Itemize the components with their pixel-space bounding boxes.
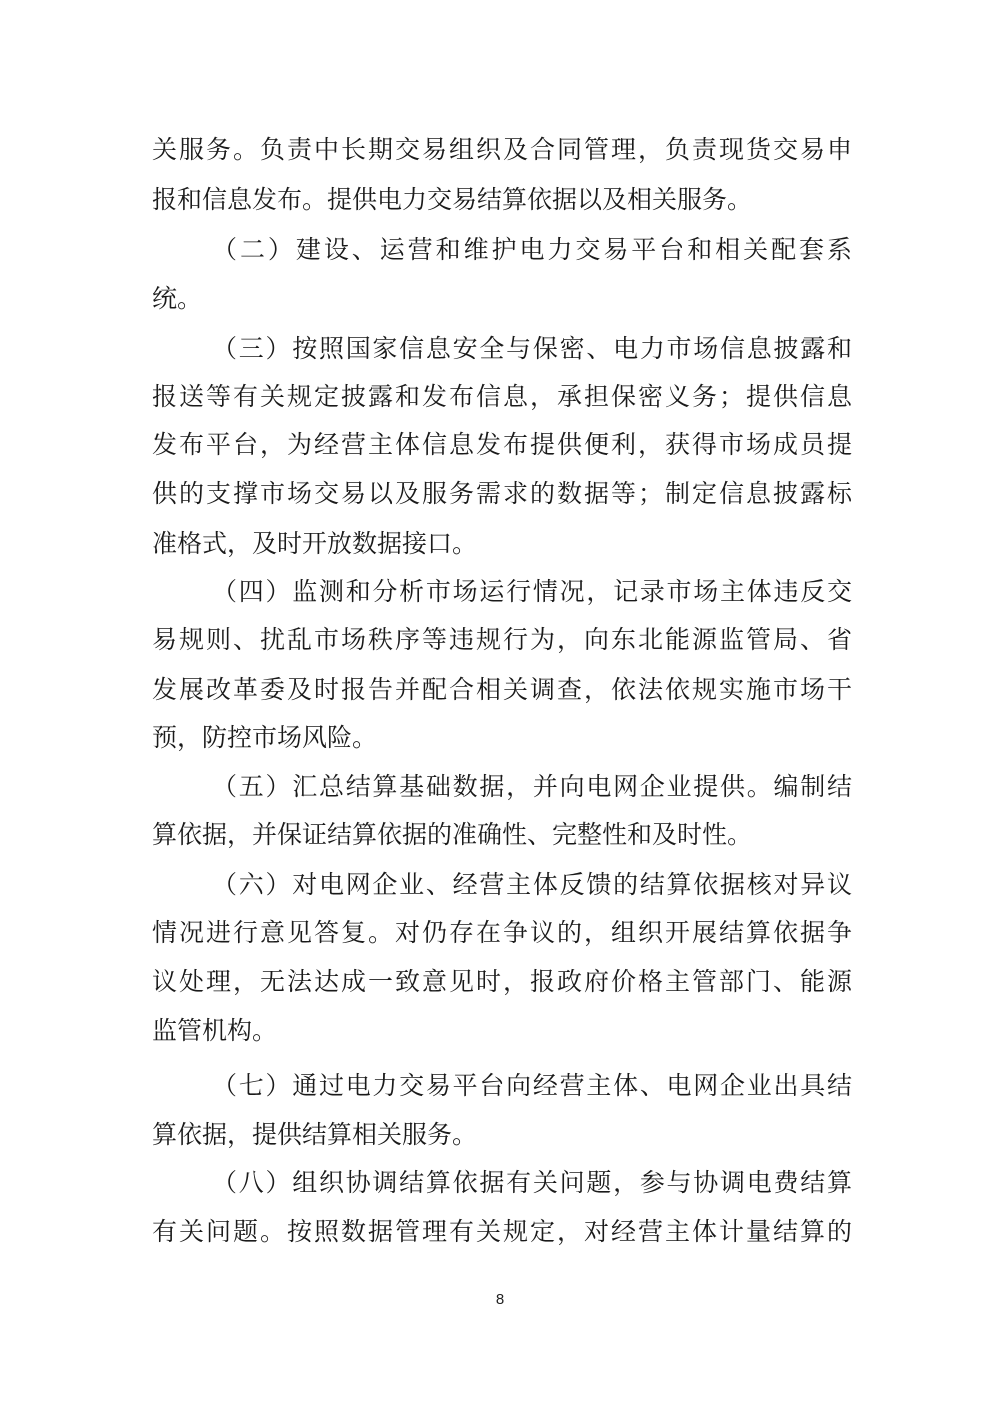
text-line: 易规则、扰乱市场秩序等违规行为，向东北能源监管局、省 [152,625,852,654]
text-line: 议处理，无法达成一致意见时，报政府价格主管部门、能源 [152,967,852,996]
text-line: （六）对电网企业、经营主体反馈的结算依据核对异议 [212,870,852,899]
text-line: （八）组织协调结算依据有关问题，参与协调电费结算 [212,1168,852,1197]
text-line: 准格式，及时开放数据接口。 [152,529,478,558]
text-line: 供的支撑市场交易以及服务需求的数据等；制定信息披露标 [152,479,852,508]
text-line: 统。 [152,284,203,313]
text-line: （七）通过电力交易平台向经营主体、电网企业出具结 [212,1071,852,1100]
text-line: （二）建设、运营和维护电力交易平台和相关配套系 [212,235,852,264]
text-line: 发展改革委及时报告并配合相关调查，依法依规实施市场干 [152,675,852,704]
text-line: 预，防控市场风险。 [152,723,378,752]
text-line: 监管机构。 [152,1016,278,1045]
text-line: 算依据，提供结算相关服务。 [152,1120,478,1149]
text-line: 关服务。负责中长期交易组织及合同管理，负责现货交易申 [152,135,852,164]
text-line: 算依据，并保证结算依据的准确性、完整性和及时性。 [152,820,753,849]
text-line: 报送等有关规定披露和发布信息，承担保密义务；提供信息 [152,382,852,411]
text-line: （四）监测和分析市场运行情况，记录市场主体违反交 [212,577,852,606]
text-line: （五）汇总结算基础数据，并向电网企业提供。编制结 [212,772,852,801]
page-number: 8 [495,1291,505,1308]
text-line: 有关问题。按照数据管理有关规定，对经营主体计量结算的 [152,1217,852,1246]
text-line: （三）按照国家信息安全与保密、电力市场信息披露和 [212,334,852,363]
text-line: 发布平台，为经营主体信息发布提供便利，获得市场成员提 [152,430,852,459]
text-line: 情况进行意见答复。对仍存在争议的，组织开展结算依据争 [152,918,852,947]
text-line: 报和信息发布。提供电力交易结算依据以及相关服务。 [152,185,753,214]
